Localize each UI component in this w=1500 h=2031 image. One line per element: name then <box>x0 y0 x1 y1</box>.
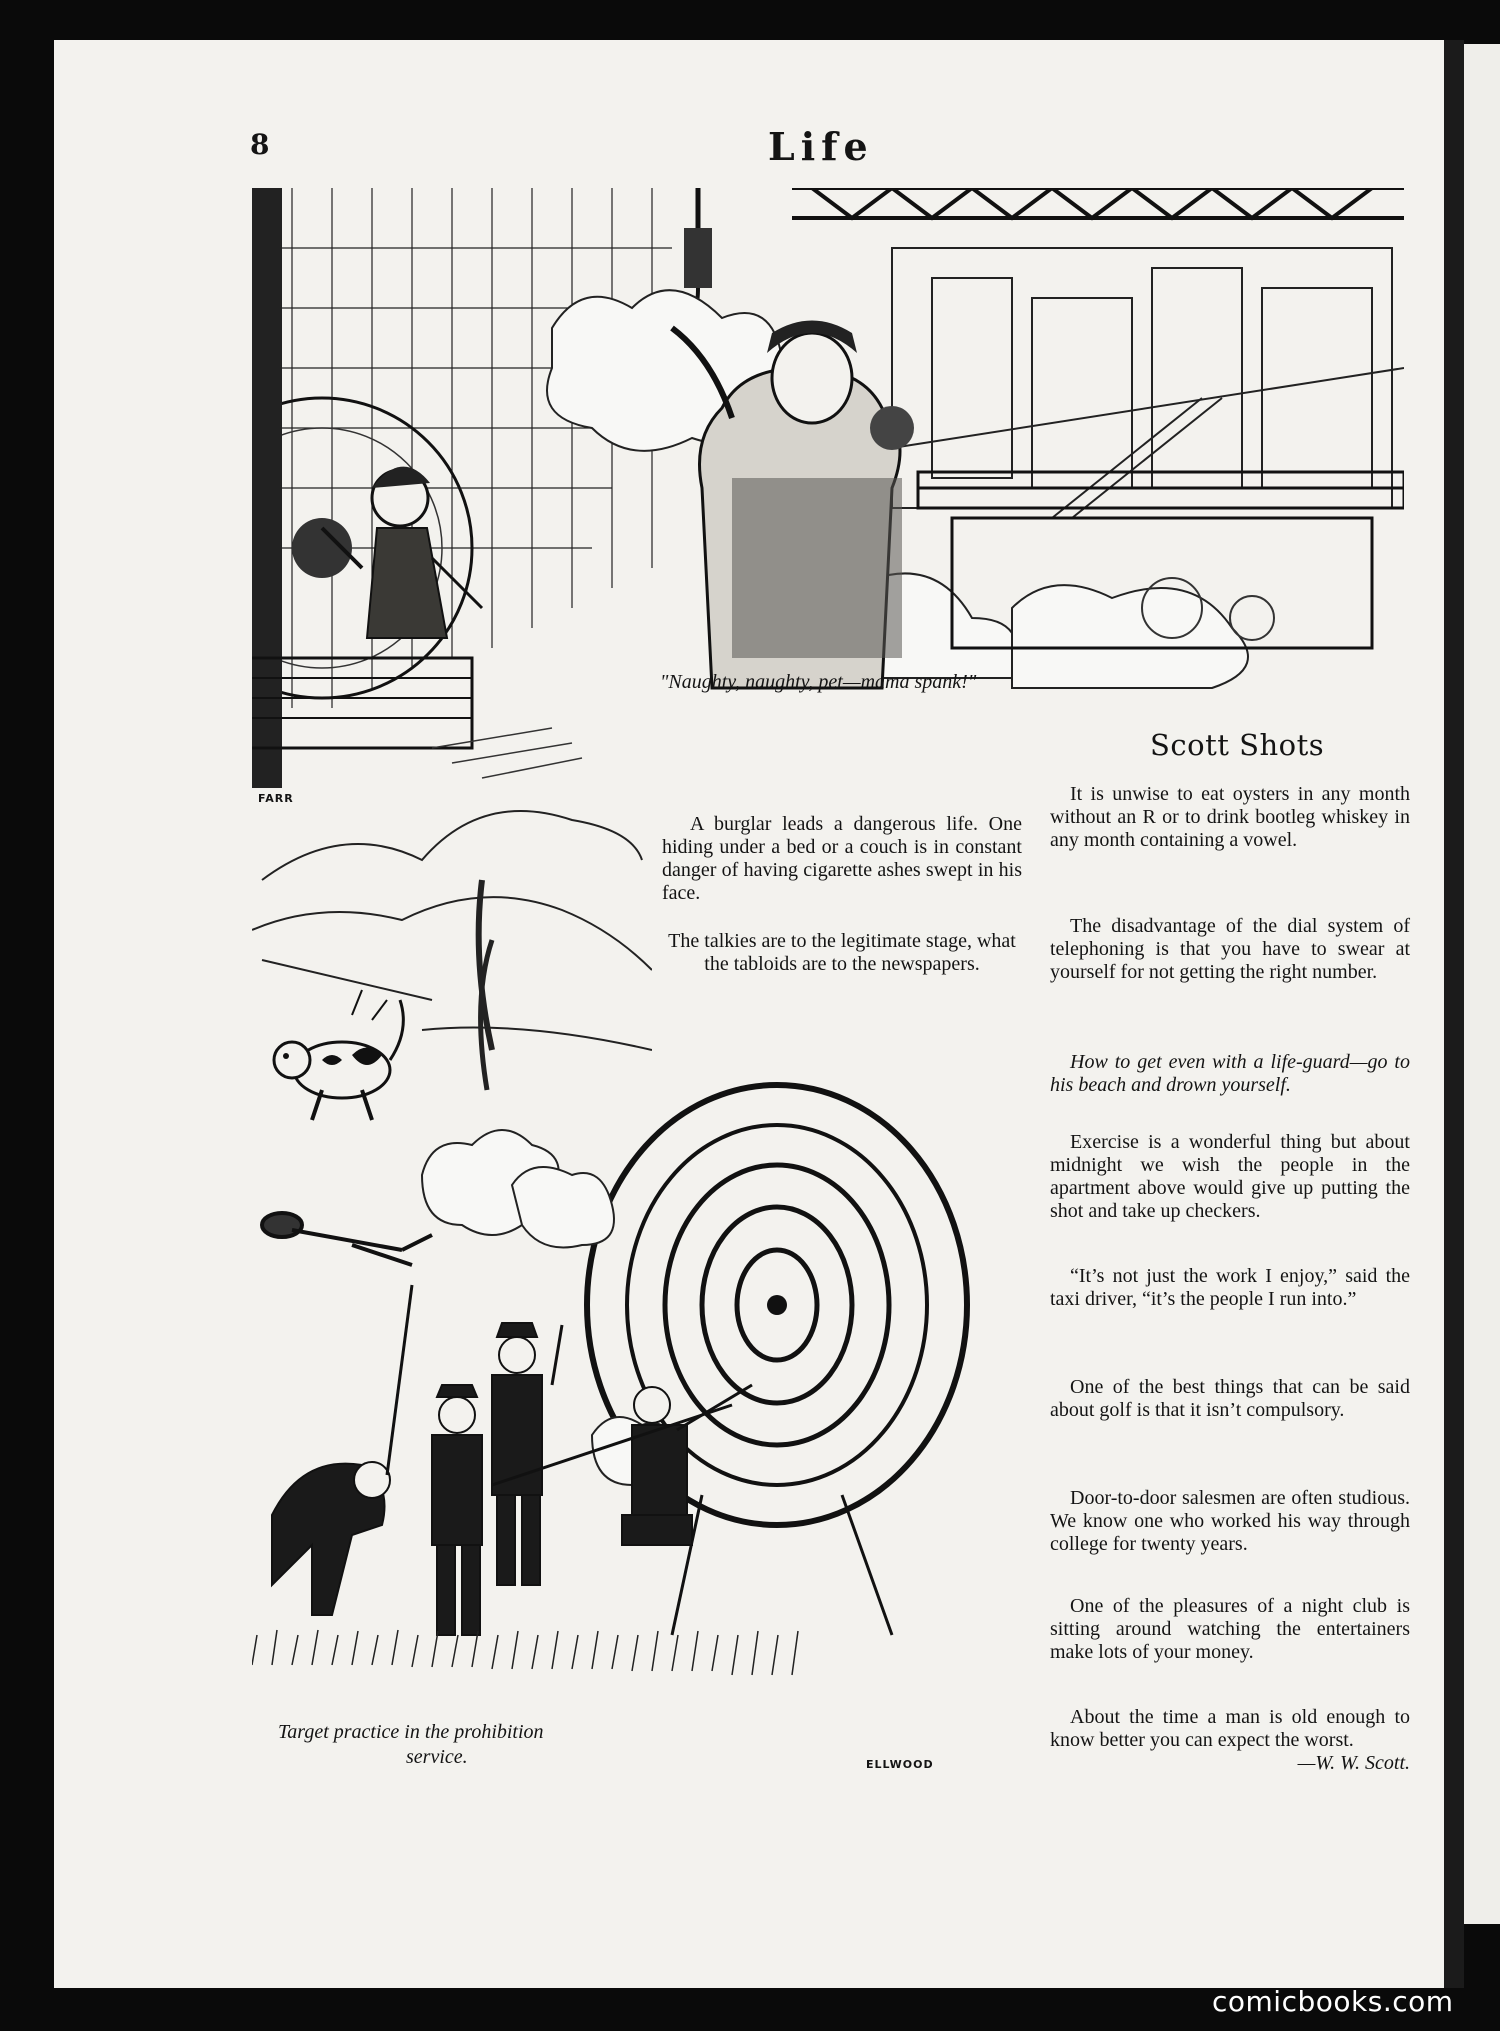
scott-shot-8: One of the pleasures of a night club is sitting around watching the entertainers make lots of your money. <box>1050 1595 1410 1663</box>
scott-shot-2: The disadvantage of the dial system of telephoning is that you have to swear at yourself for not getting the right number. <box>1050 915 1410 983</box>
masthead: Life <box>768 124 874 169</box>
joke-talkies: The talkies are to the legitimate stage, what the tabloids are to the newspapers. <box>668 930 1016 975</box>
scott-shots-heading: Scott Shots <box>1150 728 1325 762</box>
top-cartoon-signature: FARR <box>258 792 294 805</box>
target-practice-illustration <box>252 1075 1020 1715</box>
scott-shots-byline: —W. W. Scott. <box>1297 1752 1410 1774</box>
scott-shot-5: “It’s not just the work I enjoy,” said the taxi driver, “it’s the people I run into.” <box>1050 1265 1410 1310</box>
source-watermark: comicbooks.com <box>1212 1985 1454 2018</box>
target-practice-signature: ELLWOOD <box>866 1758 934 1771</box>
page-number: 8 <box>250 128 270 161</box>
scott-shot-7: Door-to-door salesmen are often studious. We know one who worked his way through college for twenty years. <box>1050 1487 1410 1555</box>
scott-shot-1: It is unwise to eat oysters in any month without an R or to drink bootleg whiskey in any month containing a vowel. <box>1050 783 1410 851</box>
target-practice-caption-line2: service. <box>406 1746 468 1768</box>
scott-shot-4: Exercise is a wonderful thing but about midnight we wish the people in the apartment above would give up putting the shot and take up checkers. <box>1050 1131 1410 1222</box>
scott-shot-6: One of the best things that can be said about golf is that it isn’t compulsory. <box>1050 1376 1410 1421</box>
top-cartoon-illustration <box>252 188 1404 788</box>
next-page-edge <box>1464 44 1500 1924</box>
joke-burglar: A burglar leads a dangerous life. One hiding under a bed or a couch is in constant danger of having cigarette ashes swept in his face. <box>662 813 1022 904</box>
scott-shot-9: About the time a man is old enough to know better you can expect the worst. <box>1050 1706 1410 1751</box>
binding-shadow <box>1444 40 1464 1988</box>
top-cartoon-caption: "Naughty, naughty, pet—mama spank!" <box>660 671 977 693</box>
target-practice-caption-line1: Target practice in the prohibition <box>278 1721 544 1743</box>
scott-shot-3: How to get even with a life-guard—go to his beach and drown yourself. <box>1050 1051 1410 1096</box>
